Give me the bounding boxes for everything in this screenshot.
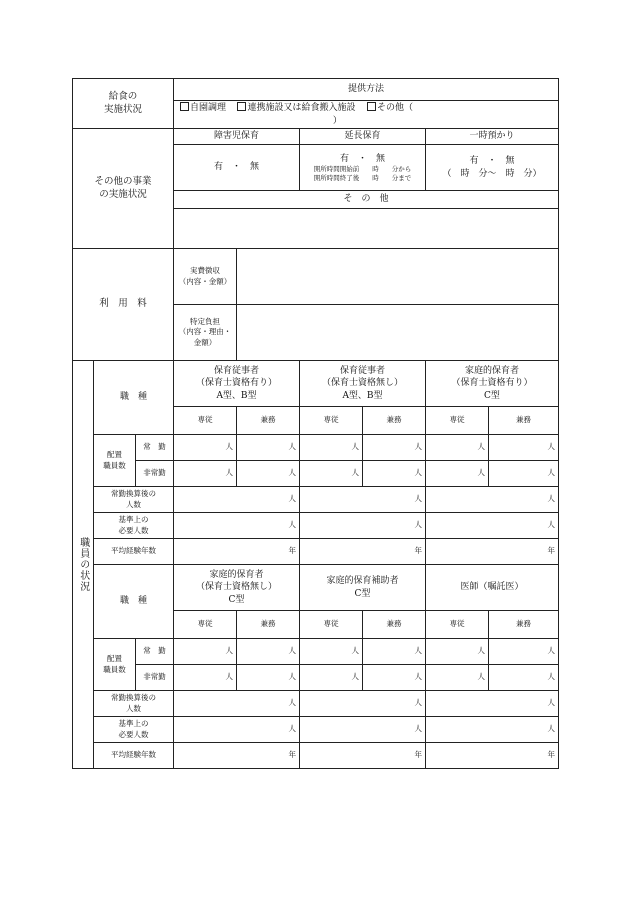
meal-label: 給食の 実施状況 bbox=[73, 79, 174, 129]
job-header-2c: 医師（嘱託医） bbox=[426, 565, 559, 611]
temporary-care-value[interactable]: 有 ・ 無 （ 時 分～ 時 分） bbox=[426, 145, 559, 191]
cell-2-nonregular[interactable]: 人 bbox=[174, 665, 237, 691]
cell-1-converted[interactable]: 人 bbox=[426, 487, 559, 513]
cell-2-years[interactable]: 年 bbox=[426, 743, 559, 769]
cell-2-required[interactable]: 人 bbox=[426, 717, 559, 743]
cell-2-years[interactable]: 年 bbox=[300, 743, 426, 769]
cell-2-regular[interactable]: 人 bbox=[489, 639, 559, 665]
extended-childcare-header: 延長保育 bbox=[300, 129, 426, 145]
cell-1-converted[interactable]: 人 bbox=[174, 487, 300, 513]
regular-label-1: 常 勤 bbox=[136, 435, 174, 461]
special-burden-field[interactable] bbox=[237, 305, 559, 361]
nonregular-label-2: 非常勤 bbox=[136, 665, 174, 691]
concurrent-2c: 兼務 bbox=[489, 611, 559, 639]
converted-label-2: 常勤換算後の 人数 bbox=[94, 691, 174, 717]
cell-1-required[interactable]: 人 bbox=[174, 513, 300, 539]
checkbox-linked-facility[interactable]: 連携施設又は給食搬入施設 bbox=[237, 103, 355, 113]
cell-1-regular[interactable]: 人 bbox=[363, 435, 426, 461]
converted-label-1: 常勤換算後の 人数 bbox=[94, 487, 174, 513]
meal-method-header: 提供方法 bbox=[174, 79, 559, 101]
avg-years-label-2: 平均経験年数 bbox=[94, 743, 174, 769]
extended-after: 開所時間終了後 時 分まで bbox=[313, 173, 412, 182]
concurrent-2b: 兼務 bbox=[363, 611, 426, 639]
other-services-label: その他の事業 の実施状況 bbox=[73, 129, 174, 249]
fulltime-2c: 専従 bbox=[426, 611, 489, 639]
fulltime-2a: 専従 bbox=[174, 611, 237, 639]
special-burden-label: 特定負担 （内容・理由・ 金額） bbox=[174, 305, 237, 361]
cell-1-regular[interactable]: 人 bbox=[237, 435, 300, 461]
cell-2-converted[interactable]: 人 bbox=[426, 691, 559, 717]
cell-1-years[interactable]: 年 bbox=[426, 539, 559, 565]
cell-2-regular[interactable]: 人 bbox=[174, 639, 237, 665]
fee-label: 利 用 料 bbox=[73, 249, 174, 361]
cell-2-years[interactable]: 年 bbox=[174, 743, 300, 769]
cell-2-converted[interactable]: 人 bbox=[300, 691, 426, 717]
facility-form-table bbox=[72, 78, 559, 769]
cell-1-nonregular[interactable]: 人 bbox=[363, 461, 426, 487]
temporary-care-header: 一時預かり bbox=[426, 129, 559, 145]
cell-2-nonregular[interactable]: 人 bbox=[300, 665, 363, 691]
form-sheet bbox=[72, 78, 559, 769]
regular-label-2: 常 勤 bbox=[136, 639, 174, 665]
nonregular-label-1: 非常勤 bbox=[136, 461, 174, 487]
job-header-1b: 保育従事者 （保育士資格無し） A型、B型 bbox=[300, 361, 426, 407]
cell-1-nonregular[interactable]: 人 bbox=[300, 461, 363, 487]
cell-1-converted[interactable]: 人 bbox=[300, 487, 426, 513]
concurrent-1a: 兼務 bbox=[237, 407, 300, 435]
required-label-1: 基準上の 必要人数 bbox=[94, 513, 174, 539]
cell-2-converted[interactable]: 人 bbox=[174, 691, 300, 717]
required-label-2: 基準上の 必要人数 bbox=[94, 717, 174, 743]
cell-2-nonregular[interactable]: 人 bbox=[489, 665, 559, 691]
cell-1-nonregular[interactable]: 人 bbox=[237, 461, 300, 487]
cell-2-nonregular[interactable]: 人 bbox=[363, 665, 426, 691]
cell-2-required[interactable]: 人 bbox=[174, 717, 300, 743]
other-services-others-header: そ の 他 bbox=[174, 191, 559, 209]
disabled-childcare-value[interactable]: 有 ・ 無 bbox=[174, 145, 300, 191]
cell-2-regular[interactable]: 人 bbox=[300, 639, 363, 665]
cell-1-regular[interactable]: 人 bbox=[174, 435, 237, 461]
cell-1-regular[interactable]: 人 bbox=[489, 435, 559, 461]
staff-status-label: 職員の状況 bbox=[73, 361, 94, 769]
placed-staff-label-1: 配置 職員数 bbox=[94, 435, 136, 487]
avg-years-label-1: 平均経験年数 bbox=[94, 539, 174, 565]
job-type-label-2: 職 種 bbox=[94, 565, 174, 639]
meal-options: 自園調理 連携施設又は給食搬入施設 その他（ ） bbox=[174, 101, 559, 129]
cell-1-regular[interactable]: 人 bbox=[300, 435, 363, 461]
disabled-childcare-header: 障害児保育 bbox=[174, 129, 300, 145]
extended-childcare-value[interactable]: 有 ・ 無 開所時間開始前 時 分から 開所時間終了後 時 分まで bbox=[300, 145, 426, 191]
cell-2-nonregular[interactable]: 人 bbox=[426, 665, 489, 691]
cell-1-years[interactable]: 年 bbox=[300, 539, 426, 565]
cell-2-regular[interactable]: 人 bbox=[426, 639, 489, 665]
cell-1-regular[interactable]: 人 bbox=[426, 435, 489, 461]
extended-before: 開所時間開始前 時 分から bbox=[313, 164, 412, 173]
cell-1-required[interactable]: 人 bbox=[426, 513, 559, 539]
cell-2-required[interactable]: 人 bbox=[300, 717, 426, 743]
job-header-2b: 家庭的保育補助者 C型 bbox=[300, 565, 426, 611]
job-header-1c: 家庭的保育者 （保育士資格有り） C型 bbox=[426, 361, 559, 407]
job-type-label-1: 職 種 bbox=[94, 361, 174, 435]
concurrent-1b: 兼務 bbox=[363, 407, 426, 435]
job-header-1a: 保育従事者 （保育士資格有り） A型、B型 bbox=[174, 361, 300, 407]
fulltime-1b: 専従 bbox=[300, 407, 363, 435]
cell-2-regular[interactable]: 人 bbox=[363, 639, 426, 665]
actual-cost-field[interactable] bbox=[237, 249, 559, 305]
cell-2-regular[interactable]: 人 bbox=[237, 639, 300, 665]
cell-1-nonregular[interactable]: 人 bbox=[426, 461, 489, 487]
checkbox-other[interactable]: その他（ bbox=[367, 103, 413, 113]
concurrent-1c: 兼務 bbox=[489, 407, 559, 435]
fulltime-1c: 専従 bbox=[426, 407, 489, 435]
fulltime-1a: 専従 bbox=[174, 407, 237, 435]
cell-1-nonregular[interactable]: 人 bbox=[174, 461, 237, 487]
cell-2-nonregular[interactable]: 人 bbox=[237, 665, 300, 691]
fulltime-2b: 専従 bbox=[300, 611, 363, 639]
cell-1-nonregular[interactable]: 人 bbox=[489, 461, 559, 487]
actual-cost-label: 実費徴収 （内容・金額） bbox=[174, 249, 237, 305]
checkbox-own-kitchen[interactable]: 自園調理 bbox=[180, 103, 226, 113]
concurrent-2a: 兼務 bbox=[237, 611, 300, 639]
placed-staff-label-2: 配置 職員数 bbox=[94, 639, 136, 691]
other-services-others-field[interactable] bbox=[174, 209, 559, 249]
cell-1-required[interactable]: 人 bbox=[300, 513, 426, 539]
cell-1-years[interactable]: 年 bbox=[174, 539, 300, 565]
job-header-2a: 家庭的保育者 （保育士資格無し） C型 bbox=[174, 565, 300, 611]
